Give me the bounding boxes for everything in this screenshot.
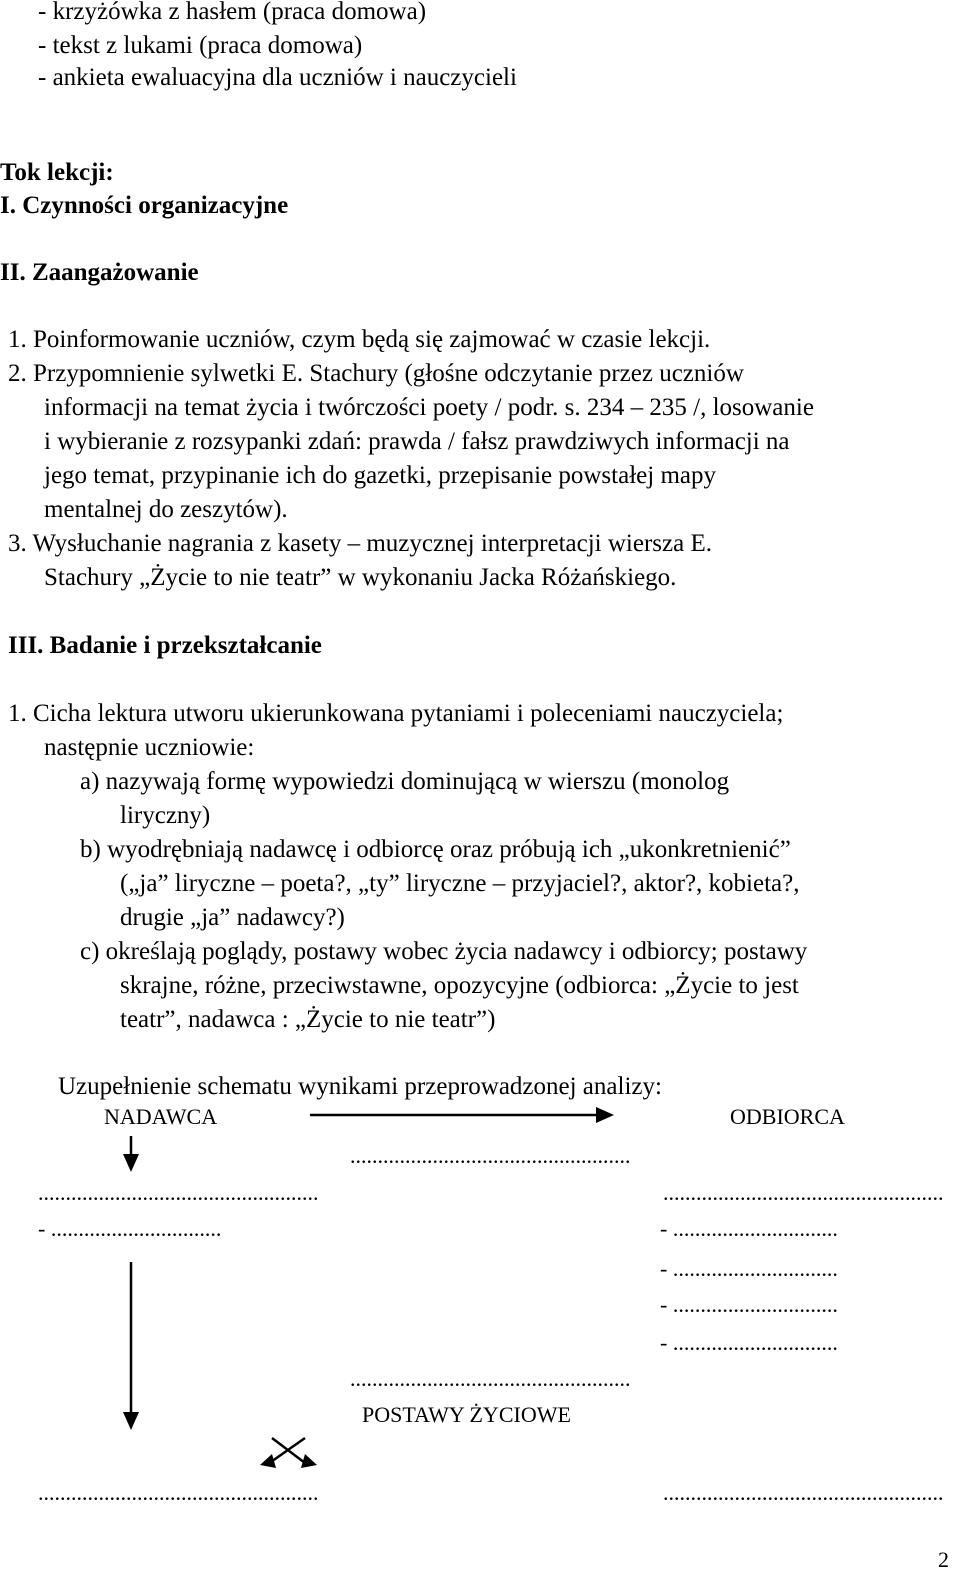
left-blank: ...................................................: [38, 1180, 319, 1205]
section-1-heading: I. Czynności organizacyjne: [0, 192, 289, 219]
section-3-line: („ja” liryczne – poeta?, „ty” liryczne – przyjaciel?, aktor?, kobieta?,: [120, 870, 800, 897]
section-3-line: b) wyodrębniają nadawcę i odbiorcę oraz próbują ich „ukonkretnienić”: [80, 836, 791, 863]
section-3-heading: III. Badanie i przekształcanie: [8, 632, 322, 659]
section-3-line: c) określają poglądy, postawy wobec życia nadawcy i odbiorcy; postawy: [80, 938, 808, 965]
crossed-arrows-icon: [260, 1438, 317, 1468]
attitudes-label: POSTAWY ŻYCIOWE: [362, 1402, 571, 1427]
top-blank: ...................................................: [350, 1143, 631, 1168]
long-down-arrow-icon: [123, 1262, 139, 1430]
section-2-heading: II. Zaangażowanie: [0, 259, 199, 286]
section-3-line: liryczny): [120, 802, 211, 829]
page-number: 2: [938, 1547, 949, 1572]
materials-item: - krzyżówka z hasłem (praca domowa): [38, 0, 427, 25]
section-3-line: następnie uczniowie:: [44, 734, 255, 761]
materials-item: - ankieta ewaluacyjna dla uczniów i nauczycieli: [38, 64, 517, 91]
section-3-line: 1. Cicha lektura utworu ukierunkowana pytaniami i poleceniami nauczyciela;: [8, 700, 784, 727]
section-2-line: Stachury „Życie to nie teatr” w wykonaniu Jacka Różańskiego.: [44, 564, 677, 591]
middle-blank: ...................................................: [350, 1366, 631, 1391]
section-3-line: a) nazywają formę wypowiedzi dominującą w wierszu (monolog: [80, 768, 730, 795]
left-item: - ...............................: [38, 1216, 222, 1241]
section-2-line: jego temat, przypinanie ich do gazetki, przepisanie powstałej mapy: [44, 462, 716, 489]
right-item: - ..............................: [660, 1292, 838, 1317]
section-3-line: teatr”, nadawca : „Życie to nie teatr”): [120, 1006, 496, 1033]
right-item: - ..............................: [660, 1256, 838, 1281]
section-2-line: 3. Wysłuchanie nagrania z kasety – muzycznej interpretacji wiersza E.: [8, 530, 712, 557]
down-arrow-icon: [123, 1136, 139, 1172]
section-2-line: mentalnej do zeszytów).: [44, 496, 288, 523]
section-2-line: 1. Poinformowanie uczniów, czym będą się zajmować w czasie lekcji.: [8, 326, 711, 353]
section-2-line: 2. Przypomnienie sylwetki E. Stachury (głośne odczytanie przez uczniów: [8, 360, 744, 387]
materials-item: - tekst z lukami (praca domowa): [38, 32, 363, 59]
sender-label: NADAWCA: [104, 1104, 218, 1129]
section-3-line: drugie „ja” nadawcy?): [120, 904, 345, 931]
bottom-right-blank: ...................................................: [663, 1480, 944, 1505]
lesson-heading: Tok lekcji:: [0, 159, 114, 186]
section-3-line: skrajne, różne, przeciwstawne, opozycyjne (odbiorca: „Życie to jest: [120, 972, 799, 999]
right-item: - ..............................: [660, 1330, 838, 1355]
receiver-label: ODBIORCA: [730, 1104, 845, 1129]
right-item: - ..............................: [660, 1216, 838, 1241]
section-2-line: informacji na temat życia i twórczości poety / podr. s. 234 – 235 /, losowanie: [44, 394, 814, 421]
right-arrow-icon: [310, 1107, 614, 1123]
right-blank: ...................................................: [663, 1180, 944, 1205]
bottom-left-blank: ...................................................: [38, 1480, 319, 1505]
section-2-line: i wybieranie z rozsypanki zdań: prawda / fałsz prawdziwych informacji na: [44, 428, 790, 455]
schema-intro: Uzupełnienie schematu wynikami przeprowadzonej analizy:: [58, 1073, 662, 1100]
